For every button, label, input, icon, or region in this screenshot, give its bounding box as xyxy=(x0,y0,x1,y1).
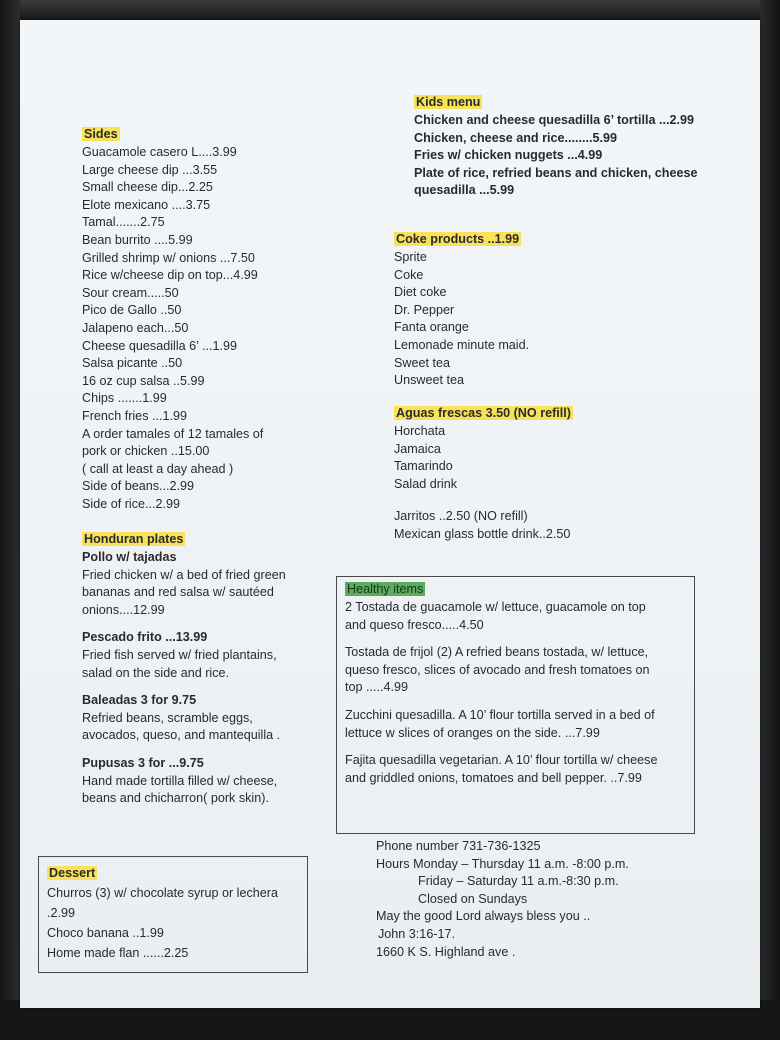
sides-item: A order tamales of 12 tamales of xyxy=(82,426,264,441)
blessing: May the good Lord always bless you .. xyxy=(376,909,591,924)
healthy-item-1-line-1: 2 Tostada de guacamole w/ lettuce, guacamole on top xyxy=(345,600,646,614)
kids-item: Plate of rice, refried beans and chicken, cheese xyxy=(414,165,698,180)
sides-item: pork or chicken ..15.00 xyxy=(82,444,210,459)
pupusas-desc-2: beans and chicharron( pork skin). xyxy=(82,791,269,806)
kids-section xyxy=(414,92,697,200)
pescado-desc-2: salad on the side and rice. xyxy=(82,665,230,680)
coke-item: Unsweet tea xyxy=(394,373,465,388)
binder-frame-left xyxy=(0,0,20,1040)
dessert-item: Choco banana ..1.99 xyxy=(47,926,164,940)
healthy-item-3-line-2: lettuce w slices of oranges on the side. ...7.99 xyxy=(345,725,600,740)
sides-item: Salsa picante ..50 xyxy=(82,356,183,371)
mexican-bottle-item: Mexican glass bottle drink..2.50 xyxy=(394,526,571,541)
baleadas-desc-2: avocados, queso, and mantequilla . xyxy=(82,728,281,743)
sides-item: Side of beans...2.99 xyxy=(82,479,195,494)
aguas-item: Tamarindo xyxy=(394,459,453,474)
sides-item: ( call at least a day ahead ) xyxy=(82,461,234,476)
sides-title: Sides xyxy=(84,127,118,141)
jarritos-section xyxy=(394,508,570,543)
coke-list xyxy=(394,249,529,390)
healthy-item-2-line-2: queso fresco, slices of avocado and fresh tomatoes on xyxy=(345,662,650,677)
baleadas-name: Baleadas 3 for 9.75 xyxy=(82,693,197,708)
healthy-item-4-line-1: Fajita quesadilla vegetarian. A 10’ flour tortilla w/ cheese xyxy=(345,753,658,768)
baleadas-desc-1: Refried beans, scramble eggs, xyxy=(82,710,253,725)
kids-title: Kids menu xyxy=(416,95,481,109)
address: 1660 K S. Highland ave . xyxy=(376,944,516,959)
pescado-name: Pescado frito ...13.99 xyxy=(82,630,208,645)
healthy-item-2-line-3: top .....4.99 xyxy=(345,680,409,695)
healthy-item-1-line-2: and queso fresco.....4.50 xyxy=(345,617,484,632)
sides-item: Sour cream.....50 xyxy=(82,285,179,300)
pollo-desc-3: onions....12.99 xyxy=(82,602,165,617)
coke-title: Coke products ..1.99 xyxy=(396,232,520,246)
sides-item: Grilled shrimp w/ onions ...7.50 xyxy=(82,250,255,265)
bible-verse: John 3:16-17. xyxy=(378,926,456,941)
pupusas-desc-1: Hand made tortilla filled w/ cheese, xyxy=(82,773,278,788)
hours-weekend: Friday – Saturday 11 a.m.-8:30 p.m. xyxy=(418,874,619,889)
kids-item: Chicken, cheese and rice........5.99 xyxy=(414,130,618,145)
dessert-item: Churros (3) w/ chocolate syrup or lechera xyxy=(47,886,278,900)
kids-item: Fries w/ chicken nuggets ...4.99 xyxy=(414,148,603,163)
sides-item: French fries ...1.99 xyxy=(82,408,187,423)
dessert-item: Home made flan ......2.25 xyxy=(47,946,189,960)
sides-item: Small cheese dip...2.25 xyxy=(82,180,213,195)
aguas-item: Jamaica xyxy=(394,441,441,456)
coke-item: Sweet tea xyxy=(394,355,451,370)
coke-item: Dr. Pepper xyxy=(394,302,455,317)
coke-item: Fanta orange xyxy=(394,320,469,335)
dessert-item: .2.99 xyxy=(47,906,76,920)
binder-frame-top xyxy=(0,0,780,22)
phone-number: Phone number 731-736-1325 xyxy=(376,839,541,853)
pescado-desc-1: Fried fish served w/ fried plantains, xyxy=(82,647,277,662)
healthy-item-4-line-2: and griddled onions, tomatoes and bell pepper. ..7.99 xyxy=(345,770,642,785)
sides-item: 16 oz cup salsa ..5.99 xyxy=(82,373,205,388)
sides-item: Large cheese dip ...3.55 xyxy=(82,162,218,177)
hours-closed: Closed on Sundays xyxy=(418,891,528,906)
sides-item: Pico de Gallo ..50 xyxy=(82,303,182,318)
pollo-desc-2: bananas and red salsa w/ sautéed xyxy=(82,585,274,600)
coke-section xyxy=(394,229,529,390)
healthy-item-2-line-1: Tostada de frijol (2) A refried beans tostada, w/ lettuce, xyxy=(345,645,649,660)
sides-section xyxy=(82,124,263,513)
coke-item: Diet coke xyxy=(394,285,447,300)
binder-frame-right xyxy=(760,0,780,1040)
dessert-title: Dessert xyxy=(49,866,96,880)
pollo-name: Pollo w/ tajadas xyxy=(82,550,177,564)
sides-item: Guacamole casero L....3.99 xyxy=(82,145,237,159)
coke-item: Lemonade minute maid. xyxy=(394,337,530,352)
honduran-section xyxy=(82,529,286,808)
healthy-box xyxy=(336,576,695,834)
kids-item: quesadilla ...5.99 xyxy=(414,183,515,198)
sides-item: Tamal.......2.75 xyxy=(82,215,165,230)
pollo-desc-1: Fried chicken w/ a bed of fried green xyxy=(82,567,286,582)
sides-item: Chips .......1.99 xyxy=(82,391,167,406)
honduran-title: Honduran plates xyxy=(84,532,184,546)
healthy-title: Healthy items xyxy=(347,582,424,596)
sides-item: Rice w/cheese dip on top...4.99 xyxy=(82,268,258,283)
sides-item: Bean burrito ....5.99 xyxy=(82,232,193,247)
sides-item: Side of rice...2.99 xyxy=(82,496,181,511)
menu-page xyxy=(20,20,760,1008)
healthy-item-3-line-1: Zucchini quesadilla. A 10’ flour tortilla served in a bed of xyxy=(345,707,655,722)
aguas-item: Salad drink xyxy=(394,476,458,491)
contact-info xyxy=(376,838,629,961)
aguas-item: Horchata xyxy=(394,424,446,438)
jarritos-item: Jarritos ..2.50 (NO refill) xyxy=(394,509,528,523)
coke-item: Coke xyxy=(394,267,424,282)
hours-weekday: Hours Monday – Thursday 11 a.m. -8:00 p.m. xyxy=(376,856,629,871)
pupusas-name: Pupusas 3 for ...9.75 xyxy=(82,755,204,770)
aguas-section xyxy=(394,403,573,493)
dessert-box xyxy=(38,856,308,973)
coke-item: Sprite xyxy=(394,250,427,264)
sides-item: Cheese quesadilla 6’ ...1.99 xyxy=(82,338,237,353)
kids-item: Chicken and cheese quesadilla 6’ tortilla ...2.99 xyxy=(414,113,694,127)
sides-list xyxy=(82,144,263,513)
sides-item: Jalapeno each...50 xyxy=(82,320,189,335)
sides-item: Elote mexicano ....3.75 xyxy=(82,197,211,212)
aguas-title: Aguas frescas 3.50 (NO refill) xyxy=(396,406,571,420)
